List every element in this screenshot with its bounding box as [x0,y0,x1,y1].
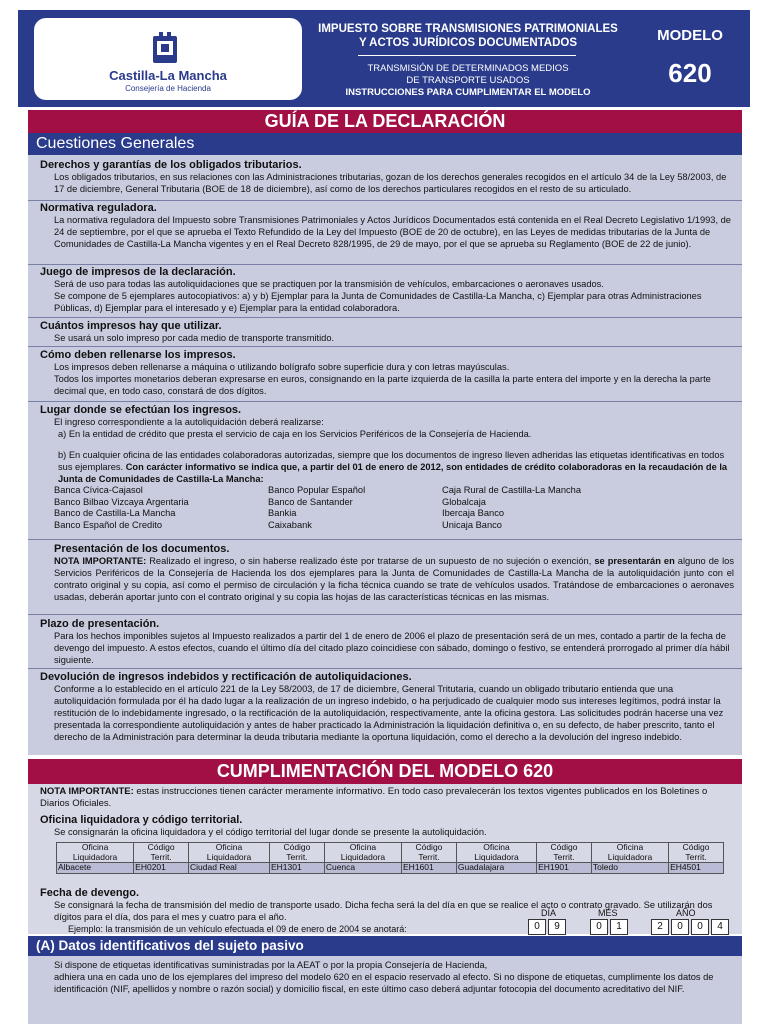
section-text: Se compone de 5 ejemplares autocopiativos: a) y b) Ejemplar para la Junta de Comunidades de Castilla-La Mancha, c) Ejemplar para otras Administraciones Públicas, d) Ejemplar para el interesado y e) Ejemplar para la entidad colaboradora. [54,291,702,313]
office-code: EH4501 [669,863,724,874]
header-subtitle [308,63,628,99]
section-juego [28,265,742,317]
bank-item: Ibercaja Banco [442,508,505,518]
ejemplo-text: Ejemplo: la transmisión de un vehículo efectuada el 09 de enero de 2004 se anotará: [68,924,407,934]
section-title: Juego de impresos de la declaración. [40,266,236,278]
dia-digit: 0 [528,919,546,935]
subtitle-line: INSTRUCCIONES PARA CUMPLIMENTAR EL MODELO [345,87,591,98]
section-cuantos [28,318,742,346]
section-normativa [28,201,742,264]
col-header-text: Territ. [150,851,172,862]
table-row [57,863,724,874]
bank-item: Caixabank [268,519,312,530]
ano-digit: 4 [711,919,729,935]
col-header [324,843,401,863]
mes-digit: 0 [590,919,608,935]
section-text: Si dispone de etiquetas identificativas suministradas por la AEAT o por la propia Consejería de Hacienda, [54,960,488,970]
col-header [189,843,270,863]
section-title: Plazo de presentación. [40,618,160,630]
presentacion-text: Realizado el ingreso, o sin haberse realizado éste por tratarse de un supuesto de no sujeción o exención, [146,556,595,566]
header [18,10,750,107]
section-text: Se consignarán la oficina liquidadora y el código territorial del lugar donde se presente la autoliquidación. [54,827,487,837]
office-code: EH1301 [270,863,325,874]
section-devengo [28,886,742,936]
section-text: La normativa reguladora del Impuesto sobre Transmisiones Patrimoniales y Actos Jurídicos Documentados está contenida en el Real Decreto Legislativo 1/1993, de 24 de septiembre, por el que se aprueba el Texto Refundido de la Ley del Impuesto (BOE de 20 de octubre), en las Leyes de medidas tributarias de la Junta de Comunidades de Castilla-La Mancha vigentes y en el Real Decreto 828/1995, de 29 de mayo, por el que se aprueba su Reglamento (BOE de 22 de junio). [54,215,731,249]
section-text: Será de uso para todas las autoliquidaciones que se practiquen por la transmisión de vehículos, embarcaciones o aeronaves usados. [54,279,604,289]
section-oficina [28,813,742,841]
bank-item: Banco de Santander [268,496,353,507]
table-header-row [57,843,724,863]
mes-digit: 1 [610,919,628,935]
nota-body: estas instrucciones tienen carácter meramente informativo. En todo caso prevalecerán los textos vigentes publicados en los Boletines o Diarios Oficiales. [40,786,708,809]
section-datos [28,956,742,1024]
bank-item: Banco Bilbao Vizcaya Argentaria [54,496,189,507]
section-text: Se consignará la fecha de transmisión del medio de transporte usado. Dicha fecha será la del día en que se realice el acto o contrato gravado. Se utilizarán dos dígitos para el día, dos para el mes y cuatro para el año. [54,900,713,922]
nota-block [28,786,742,816]
section-text [28,449,742,485]
col-header-text: Oficina [81,842,109,852]
modelo-number: 620 [668,58,712,88]
section-text [28,555,742,603]
bank-item: Globalcaja [442,496,486,507]
section-text: Todos los importes monetarios deberan expresarse en euros, consignando en la parte izquierda de la casilla la parte entera del importe y en la derecha la parte decimal que, en todo caso, constará de dos dígitos. [54,374,711,396]
crest-icon [152,32,178,64]
col-header [537,843,592,863]
section-title: Lugar donde se efectúan los ingresos. [40,404,242,416]
bank-item: Banca Cívica-Cajasol [54,485,143,495]
mes-label: MES [598,908,618,918]
title-line: IMPUESTO SOBRE TRANSMISIONES PATRIMONIALES [318,23,618,35]
col-header-text: Código [147,842,175,852]
col-header-text: Oficina [483,842,510,852]
section-como [28,347,742,401]
col-header-text: Liquidadora [72,851,118,862]
col-header-text: Liquidadora [607,851,653,862]
col-header-text: Territ. [553,851,575,862]
bank-item: Caja Rural de Castilla-La Mancha [442,485,582,495]
header-title [308,22,628,50]
section-text: Los impresos deben rellenarse a máquina o utilizando bolígrafo sobre superficie dura y con letras mayúsculas. [54,362,510,372]
ano-digit: 2 [651,919,669,935]
presentacion-text: alguno de los Servicios Periféricos de la Consejería de Hacienda los dos ejemplares para la Junta de Comunidades de Castilla-La Mancha de la autoliquidación junto con el contrato original y su copia, así como el permiso de circulación y la ficha técnica cuando se trate de vehículos usados. Tratándose de embarcaciones o aeronaves usadas, deberán aportar junto con el contrato original y su copia las hojas de las características técnicas en las mismas. [54,556,734,602]
section-text: a) En la entidad de crédito que presta el servicio de caja en los Servicios Periféricos de la Consejería de Hacienda. [58,429,532,439]
office-code: EH1901 [537,863,592,874]
col-header-text: Código [415,842,443,852]
subtitle-line: DE TRANSPORTE USADOS [406,75,530,86]
office-name: Albacete [57,863,134,874]
col-header [134,843,189,863]
nota-text [28,786,742,810]
col-header [402,843,457,863]
section-devolucion [28,669,742,755]
dia-digit: 9 [548,919,566,935]
col-header-text: Liquidadora [474,851,519,862]
col-header [57,843,134,863]
office-name: Toledo [591,863,668,874]
ano-label: AÑO [676,908,696,918]
section-lugar [28,402,742,539]
section-title: Devolución de ingresos indebidos y rectificación de autoliquidaciones. [40,671,412,683]
logo [34,18,302,100]
title-line: Y ACTOS JURÍDICOS DOCUMENTADOS [358,37,578,49]
col-header-text: Liquidadora [206,851,252,862]
dia-label: DÍA [541,908,557,918]
office-code: EH0201 [134,863,189,874]
ano-digit: 0 [671,919,689,935]
bank-item: Banco Español de Credito [54,519,163,530]
datos-title: (A) Datos identificativos del sujeto pasivo [28,936,742,956]
col-header-text: Territ. [418,851,440,862]
col-header [270,843,325,863]
bank-item: Banco Popular Español [268,485,366,495]
office-name: Guadalajara [456,863,536,874]
section-text: Se usará un solo impreso por cada medio de transporte transmitido. [54,333,335,343]
nota-label: NOTA IMPORTANTE: [54,556,147,566]
section-title: Fecha de devengo. [40,887,140,899]
bank-list [28,485,742,531]
oficina-table [56,842,724,874]
col-header-text: Territ. [286,851,308,862]
office-name: Cuenca [324,863,401,874]
section-title: Normativa reguladora. [40,202,157,214]
section-plazo [28,615,742,668]
office-name: Ciudad Real [189,863,270,874]
bank-item: Unicaja Banco [442,519,502,530]
section-text: Para los hechos imponibles sujetos al Impuesto realizados a partir del 1 de enero de 2006 el plazo de presentación será de un mes, contado a partir de la fecha de devengo del impuesto. A estos efectos, cuando el último día del citado plazo coincidiese con sábado, domingo o festivo, se entenderá prorrogado al primer día hábil siguiente. [54,631,730,665]
section-title: Cuántos impresos hay que utilizar. [40,320,222,332]
section-text: El ingreso correspondiente a la autoliquidación deberá realizarse: [54,417,324,427]
section-title: Oficina liquidadora y código territorial. [40,814,243,826]
col-header-text: Territ. [685,851,707,862]
col-header-text: Código [682,842,710,852]
lugar-b-text: b) En cualquier oficina de las entidades colaboradoras autorizadas, siempre que los documentos de ingreso lleven adheridas las etiquetas identificativas en todos sus ejemplares. [58,450,725,472]
ano-digit: 0 [691,919,709,935]
nota-label: NOTA IMPORTANTE: [40,786,134,797]
col-header-text: Código [550,842,578,852]
section-text: Los obligados tributarios, en sus relaciones con las Administraciones tributarias, gozan de los derechos generales recogidos en el artículo 34 de la Ley 58/2003, de 17 de diciembre, General Tributaria (BOE de 18 de diciembre), así como de los derechos particulares recogidos en el resto de su articulado. [54,172,727,194]
col-header [456,843,536,863]
guia-subtitle: Cuestiones Generales [28,133,742,155]
brand-sub: Consejería de Hacienda [125,84,211,93]
col-header-text: Oficina [215,842,243,852]
bank-item: Bankia [268,508,297,518]
bank-item: Banco de Castilla-La Mancha [54,508,176,518]
subtitle-line: TRANSMISIÓN DE DETERMINADOS MEDIOS [367,63,569,74]
section-text: Conforme a lo establecido en el artículo 221 de la Ley 58/2003, de 17 de diciembre, General Tritutaria, cuando un obligado tributario entienda que una autoliquidación formulada por él ha dado lugar a la realización de un ingreso indebido, o ha perjudicado de cualquier modo sus intereses legítimos, podrá instar la restitución de lo indebidamente ingresado, o la rectificación de la autoliquidación, respectivamente, ante la oficina gestora. Las solicitudes podrán hacerse una vez presentada la correspondiente autoliquidación y antes de haber practicado la Administración la liquidación definitiva o, en su defecto, de haber prescrito, tanto el derecho de la Administración para determinar la deuda tributaria mediante la oportuna liquidación, como el derecho a la devolución del ingreso indebido. [54,684,724,742]
col-header-text: Código [283,842,311,852]
col-header-text: Oficina [349,842,377,852]
col-header [669,843,724,863]
section-title: Cómo deben rellenarse los impresos. [40,349,236,361]
col-header-text: Oficina [616,842,644,852]
col-header [591,843,668,863]
section-title: Presentación de los documentos. [54,543,230,555]
col-header-text: Liquidadora [340,851,386,862]
cumplimentacion-title: CUMPLIMENTACIÓN DEL MODELO 620 [28,759,742,784]
lugar-b-bold: Con carácter informativo se indica que, a partir del 01 de enero de 2012, son entidades de crédito colaboradoras en la recaudación de la Junta de Comunidades de Castilla-La Mancha: [58,462,728,484]
modelo-label: MODELO [657,27,723,44]
section-title: Derechos y garantías de los obligados tributarios. [40,159,302,171]
brand-name: Castilla-La Mancha [109,68,227,83]
presentacion-bold: se presentarán en [594,556,675,566]
section-presentacion [28,540,742,614]
section-derechos [28,155,742,200]
office-code: EH1601 [402,863,457,874]
section-text: adhiera una en cada uno de los ejemplares del impreso del modelo 620 en el espacio reservado al efecto. Si no dispone de etiquetas, cumplimente los datos de identificación (NIF, apellidos y nombre o razón social) y domicilio fiscal, en este último caso deberá adjuntar fotocopia del documento acreditativo del NIF. [54,972,714,994]
guia-title: GUÍA DE LA DECLARACIÓN [28,110,742,133]
header-rule [358,55,576,56]
